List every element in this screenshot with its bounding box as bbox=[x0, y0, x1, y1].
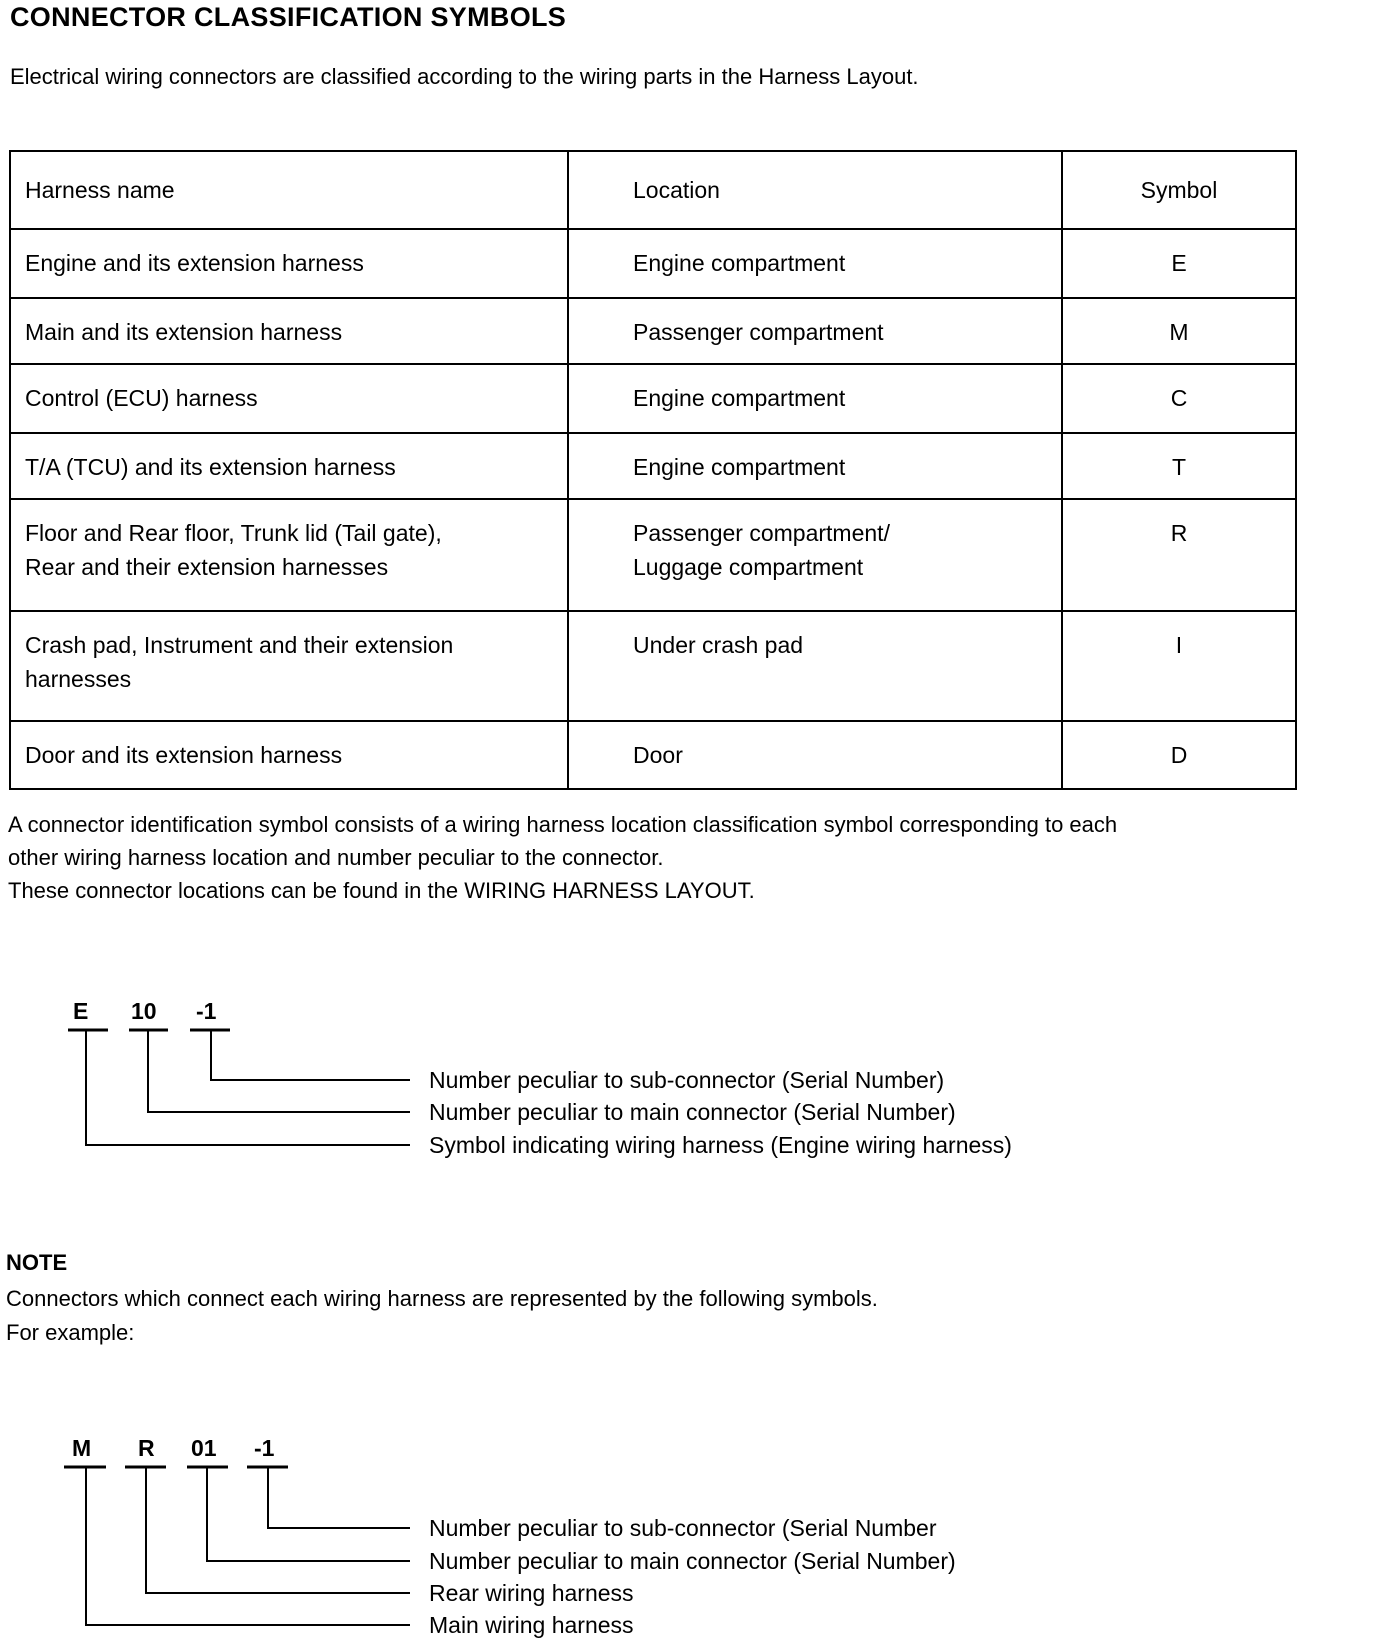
note-body bbox=[6, 1282, 878, 1350]
header-location: Location bbox=[568, 151, 1062, 229]
table-row bbox=[10, 229, 1296, 298]
location-cell: Engine compartment bbox=[568, 229, 1062, 298]
example1-code-e: E bbox=[73, 998, 89, 1024]
table-header-row bbox=[10, 151, 1296, 229]
location-cell: Under crash pad bbox=[568, 611, 1062, 721]
symbol-cell: T bbox=[1062, 433, 1296, 499]
paragraph-line: These connector locations can be found in the WIRING HARNESS LAYOUT. bbox=[8, 878, 755, 903]
leader-line bbox=[207, 1467, 410, 1561]
page-title: CONNECTOR CLASSIFICATION SYMBOLS bbox=[10, 2, 567, 32]
example1-code-10: 10 bbox=[131, 998, 157, 1024]
example2-diagram bbox=[0, 1427, 1392, 1647]
note-line: Connectors which connect each wiring harness are represented by the following symbols. bbox=[6, 1286, 878, 1311]
paragraph-line: A connector identification symbol consists of a wiring harness location classification symbol corresponding to each bbox=[8, 812, 1118, 837]
leader-line bbox=[86, 1467, 410, 1625]
harness-name-cell: T/A (TCU) and its extension harness bbox=[10, 433, 568, 499]
location-line: Luggage compartment bbox=[633, 554, 864, 580]
harness-table bbox=[9, 150, 1297, 790]
symbol-cell: M bbox=[1062, 298, 1296, 364]
table-row bbox=[10, 364, 1296, 433]
example2-label: Main wiring harness bbox=[429, 1612, 634, 1638]
harness-name-line: Floor and Rear floor, Trunk lid (Tail gate), bbox=[25, 520, 442, 546]
harness-name-cell bbox=[10, 611, 568, 721]
harness-name-cell: Main and its extension harness bbox=[10, 298, 568, 364]
harness-name-cell: Engine and its extension harness bbox=[10, 229, 568, 298]
table-row bbox=[10, 611, 1296, 721]
example1-label: Number peculiar to main connector (Serial Number) bbox=[429, 1099, 956, 1125]
harness-name-line: harnesses bbox=[25, 666, 132, 692]
harness-name-line: Crash pad, Instrument and their extension bbox=[25, 632, 454, 658]
identification-paragraph bbox=[8, 808, 1388, 907]
location-cell: Passenger compartment bbox=[568, 298, 1062, 364]
leader-line bbox=[86, 1030, 410, 1145]
note-line: For example: bbox=[6, 1320, 135, 1345]
header-harness-name: Harness name bbox=[10, 151, 568, 229]
example2-code-sub: -1 bbox=[254, 1435, 275, 1461]
symbol-cell: E bbox=[1062, 229, 1296, 298]
symbol-cell: I bbox=[1062, 611, 1296, 721]
example1-label: Number peculiar to sub-connector (Serial Number) bbox=[429, 1067, 945, 1093]
example2-code-m: M bbox=[72, 1435, 92, 1461]
leader-line bbox=[146, 1467, 410, 1593]
example1-label: Symbol indicating wiring harness (Engine wiring harness) bbox=[429, 1132, 1012, 1158]
example2-code-01: 01 bbox=[191, 1435, 217, 1461]
location-cell bbox=[568, 499, 1062, 611]
table-row bbox=[10, 499, 1296, 611]
harness-name-line: Rear and their extension harnesses bbox=[25, 554, 389, 580]
location-line: Passenger compartment/ bbox=[633, 520, 890, 546]
harness-name-cell bbox=[10, 499, 568, 611]
harness-name-cell: Door and its extension harness bbox=[10, 721, 568, 789]
location-cell: Engine compartment bbox=[568, 433, 1062, 499]
example2-label: Rear wiring harness bbox=[429, 1580, 634, 1606]
leader-line bbox=[268, 1467, 410, 1528]
harness-name-cell: Control (ECU) harness bbox=[10, 364, 568, 433]
note-heading: NOTE bbox=[6, 1250, 68, 1275]
symbol-cell: R bbox=[1062, 499, 1296, 611]
leader-line bbox=[148, 1030, 410, 1112]
paragraph-line: other wiring harness location and number peculiar to the connector. bbox=[8, 845, 664, 870]
table-row bbox=[10, 433, 1296, 499]
example2-label: Number peculiar to main connector (Serial Number) bbox=[429, 1548, 956, 1574]
example1-diagram bbox=[0, 990, 1392, 1170]
location-cell: Door bbox=[568, 721, 1062, 789]
example2-code-r: R bbox=[138, 1435, 155, 1461]
header-symbol: Symbol bbox=[1062, 151, 1296, 229]
intro-text: Electrical wiring connectors are classified according to the wiring parts in the Harness Layout. bbox=[10, 64, 919, 89]
example2-label: Number peculiar to sub-connector (Serial Number bbox=[429, 1515, 937, 1541]
table-row bbox=[10, 721, 1296, 789]
symbol-cell: C bbox=[1062, 364, 1296, 433]
location-cell: Engine compartment bbox=[568, 364, 1062, 433]
table-row bbox=[10, 298, 1296, 364]
leader-line bbox=[211, 1030, 410, 1080]
example1-code-sub: -1 bbox=[196, 998, 217, 1024]
symbol-cell: D bbox=[1062, 721, 1296, 789]
